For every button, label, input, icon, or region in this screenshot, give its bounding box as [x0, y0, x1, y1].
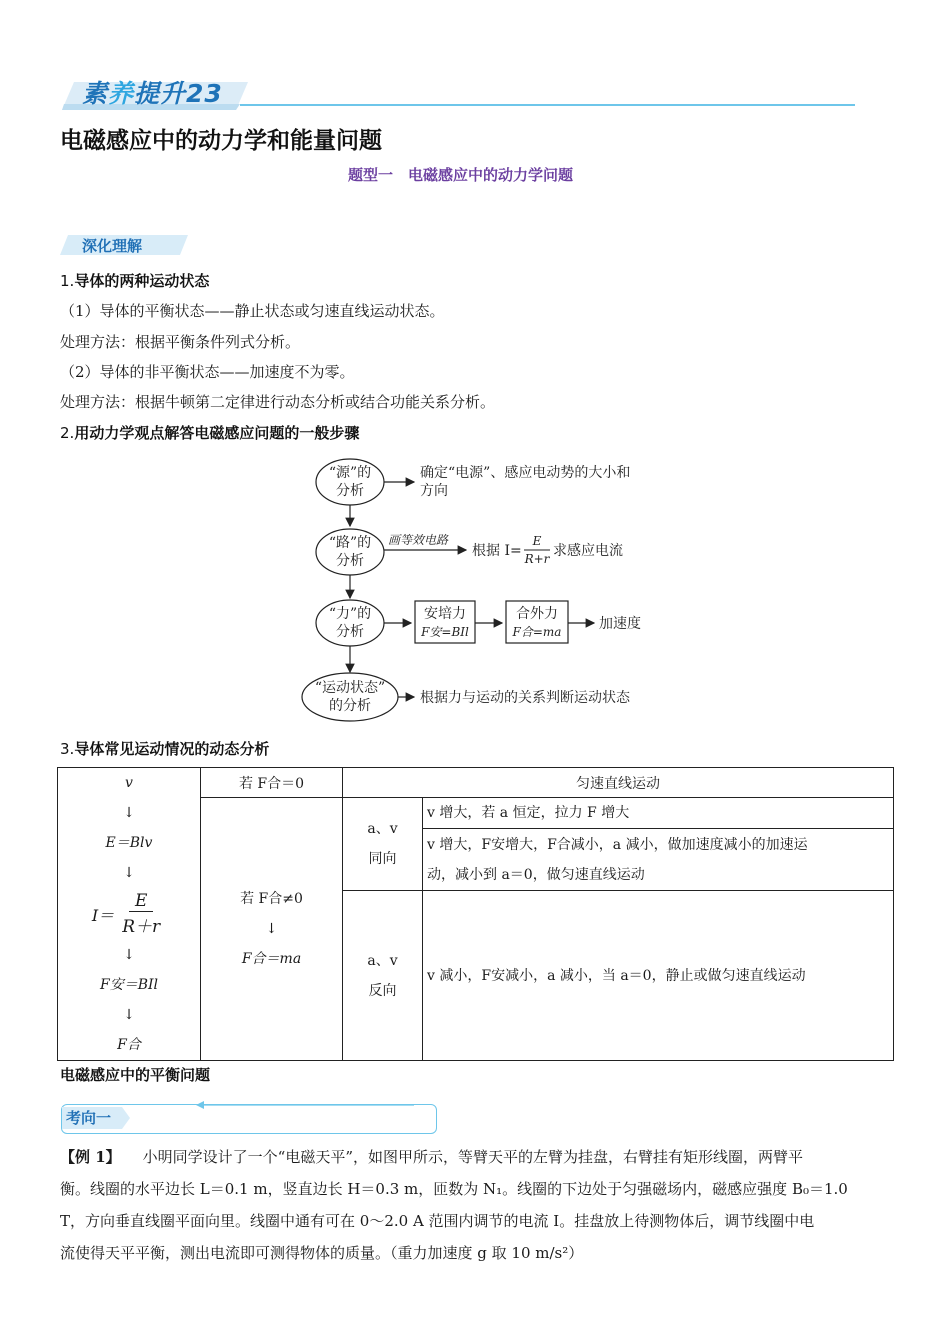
example-label: 【例 1】	[60, 1148, 121, 1166]
flow-path-suffix: 求感应电流	[553, 543, 623, 559]
example-line: 衡。线圈的水平边长 L＝0.1 m，竖直边长 H＝0.3 m，匝数为 N₁。线圈的下边处于匀强磁场内，磁感应强度 B₀＝1.0	[60, 1180, 848, 1198]
flow-node-path-line: 分析	[336, 553, 364, 569]
kaoxiang-label: 考向一	[66, 1109, 112, 1127]
example-line: 流使得天平平衡，测出电流即可测得物体的质量。（重力加速度 g 取 10 m/s²）	[60, 1244, 584, 1262]
heading-1: 1.导体的两种运动状态	[60, 272, 210, 290]
flow-node-source-line: 分析	[336, 483, 364, 499]
cond-zero: 若 F合＝0	[201, 768, 343, 798]
flow-node-motion-line: “运动状态”	[314, 680, 386, 696]
cond-nonzero-arrow: ↓	[265, 921, 278, 937]
text-line: （2）导体的非平衡状态——加速度不为零。	[60, 363, 355, 381]
flow-frac-den: R+r	[524, 552, 550, 566]
chain-item: E＝Blv	[105, 835, 153, 851]
banner-rule	[240, 104, 855, 106]
flow-node-force-line: “力”的	[328, 606, 372, 622]
flow-box-ampere-title: 安培力	[424, 606, 466, 622]
chain-item: F安＝BIl	[99, 977, 158, 993]
flow-motion-result: 根据力与运动的关系判断运动状态	[420, 690, 630, 706]
flow-diagram	[290, 452, 670, 724]
flow-frac-num: E	[532, 534, 542, 548]
chain-item: v	[125, 775, 133, 791]
cond-nonzero	[201, 798, 343, 1061]
same-row-1: v 增大，若 a 恒定，拉力 F 增大	[423, 798, 894, 829]
chain-current	[58, 888, 200, 940]
example-line: T，方向垂直线圈平面向里。线圈中通有可在 0～2.0 A 范围内调节的电流 I。挂盘放上待测物体后，调节线圈中电	[60, 1212, 815, 1230]
flow-source-result: 方向	[420, 483, 448, 499]
chain-arrow: ↓	[123, 1007, 135, 1023]
chain-cell	[58, 768, 201, 1061]
example-line: 【例 1】 小明同学设计了一个“电磁天平”，如图甲所示，等臂天平的左臂为挂盘，右臂挂有矩形线圈，两臂平	[60, 1148, 804, 1166]
page-title: 电磁感应中的动力学和能量问题	[60, 128, 382, 154]
same-direction	[343, 798, 423, 891]
same-row-2-line: v 增大，F安增大，F合减小，a 减小，做加速度减小的加速运	[427, 836, 808, 853]
same-direction-line: 同向	[368, 851, 397, 867]
flow-node-path-line: “路”的	[328, 535, 372, 551]
flow-path-prefix: 根据 I=	[472, 543, 522, 559]
heading-3: 3.导体常见运动情况的动态分析	[60, 740, 270, 758]
tag-deepen: 深化理解	[82, 237, 143, 255]
chain-current-label: I＝	[91, 905, 115, 925]
text-line: 处理方法：根据牛顿第二定律进行动态分析或结合功能关系分析。	[60, 393, 496, 411]
flow-node-force-line: 分析	[336, 624, 364, 640]
uniform-motion: 匀速直线运动	[343, 768, 894, 798]
same-row-2-line: 动，减小到 a＝0，做匀速直线运动	[427, 866, 645, 883]
chain-item: F合	[117, 1037, 141, 1053]
flow-box-ampere-formula: F安=BIl	[421, 625, 469, 639]
cond-nonzero-line: 若 F合≠0	[240, 891, 303, 907]
opposite-row: v 减小，F安减小，a 减小，当 a＝0，静止或做匀速直线运动	[423, 891, 894, 1061]
cond-nonzero-line: F合＝ma	[241, 951, 302, 967]
opposite-direction	[343, 891, 423, 1061]
chain-frac-den: R＋r	[122, 917, 161, 937]
chain-arrow: ↓	[123, 947, 135, 963]
kaoxiang-arrow-icon	[196, 1099, 416, 1111]
banner-title: 素养提升23	[82, 79, 223, 108]
heading-4: 电磁感应中的平衡问题	[60, 1066, 211, 1084]
same-direction-line: a、v	[367, 821, 398, 837]
text-line: （1）导体的平衡状态——静止状态或匀速直线运动状态。	[60, 302, 445, 320]
opposite-direction-line: 反向	[368, 982, 397, 999]
opposite-direction-line: a、v	[367, 952, 398, 969]
flow-path-note: 画等效电路	[388, 533, 449, 547]
example-1	[60, 1141, 895, 1269]
text-line: 处理方法：根据平衡条件列式分析。	[60, 333, 301, 351]
chain-frac-num: E	[129, 891, 153, 912]
flow-box-net-title: 合外力	[516, 606, 558, 622]
chain-arrow: ↓	[123, 805, 135, 821]
same-row-2	[423, 829, 894, 891]
dynamic-analysis-table	[57, 767, 894, 1061]
chain-arrow: ↓	[123, 865, 135, 881]
flow-node-source-line: “源”的	[328, 465, 372, 481]
flow-node-motion-line: 的分析	[329, 698, 371, 714]
flow-source-result: 确定“电源”、感应电动势的大小和	[420, 465, 631, 481]
chain-fraction	[116, 891, 166, 937]
flow-force-result: 加速度	[599, 616, 641, 632]
heading-2: 2.用动力学观点解答电磁感应问题的一般步骤	[60, 424, 360, 442]
flow-box-net-formula: F合=ma	[512, 625, 562, 639]
section-subtitle: 题型一 电磁感应中的动力学问题	[348, 166, 574, 184]
